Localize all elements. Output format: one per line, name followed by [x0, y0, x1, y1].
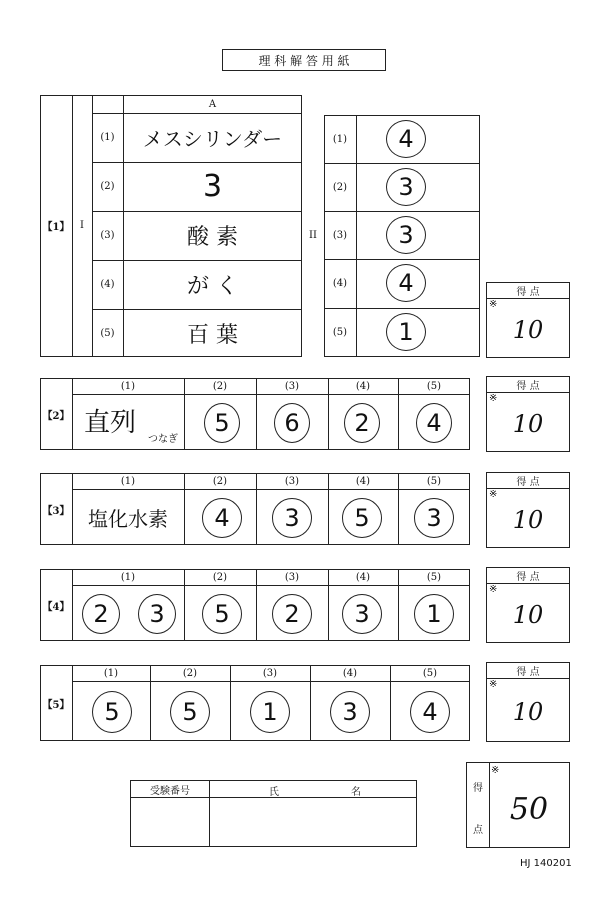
- score-mark: ※: [489, 679, 498, 690]
- q1-part2-num: (1): [332, 133, 348, 145]
- q2-answer-2: 5: [204, 403, 240, 443]
- question-2: [40, 378, 470, 450]
- score-box-1: [486, 282, 570, 358]
- q1-part2-num: (4): [332, 278, 348, 289]
- q5-header-2: (2): [182, 667, 198, 679]
- name-label-1: 氏: [269, 787, 279, 798]
- score-mark: ※: [489, 299, 498, 310]
- q1-row-num: (3): [100, 230, 115, 241]
- q4-answer-1b: 3: [138, 594, 176, 634]
- q4-header-1: (1): [120, 571, 136, 583]
- q1-part1-header: A: [208, 98, 217, 110]
- q1-part1-label: I: [80, 219, 84, 231]
- q5-answer-3: 1: [250, 691, 290, 733]
- q2-header-1: (1): [120, 380, 136, 392]
- q2-answer-3: 6: [274, 403, 310, 443]
- q4-header-5: (5): [426, 571, 442, 583]
- q2-answer-1: 直列: [84, 408, 137, 438]
- q1-row-num: (4): [100, 279, 115, 290]
- q3-header-1: (1): [120, 475, 136, 487]
- q2-header-2: (2): [212, 380, 228, 392]
- q1-part2-num: (2): [332, 181, 348, 193]
- q3-header-2: (2): [212, 475, 228, 487]
- q5-answer-2: 5: [170, 691, 210, 733]
- q4-header-4: (4): [355, 571, 371, 583]
- q1-row-num: (5): [100, 327, 115, 339]
- question-3: [40, 473, 470, 545]
- q2-header-5: (5): [426, 380, 442, 392]
- q1-part2-answer-3: 3: [386, 216, 426, 254]
- q1-answer-2: 3: [202, 169, 223, 204]
- score-value-4: 10: [512, 601, 544, 629]
- score-header: 得 点: [516, 477, 540, 488]
- q5-answer-1: 5: [92, 691, 132, 733]
- score-value-3: 10: [512, 506, 544, 534]
- q1-part2-answer-1: 4: [386, 120, 426, 158]
- score-box-4: [486, 567, 570, 643]
- q2-answer-1-note: つなぎ: [148, 434, 178, 445]
- question-4: [40, 569, 470, 641]
- score-mark: ※: [489, 584, 498, 595]
- q4-answer-4: 3: [342, 594, 382, 634]
- score-value-1: 10: [512, 316, 544, 344]
- q1-answer-4: が く: [187, 274, 238, 299]
- q5-answer-5: 4: [410, 691, 450, 733]
- q5-answer-4: 3: [330, 691, 370, 733]
- q1-label: 【1】: [42, 221, 70, 233]
- q2-answer-4: 2: [344, 403, 380, 443]
- q1-answer-5: 百 葉: [187, 322, 238, 348]
- score-header: 得 点: [516, 287, 540, 298]
- q1-row-num: (1): [100, 132, 115, 143]
- q4-answer-3: 2: [272, 594, 312, 634]
- q1-part2-answer-2: 3: [386, 168, 426, 206]
- q3-answer-2: 4: [202, 498, 242, 538]
- q1-part2-answer-5: 1: [386, 313, 426, 351]
- q4-answer-2: 5: [202, 594, 242, 634]
- q5-header-3: (3): [262, 667, 278, 679]
- question-5: [40, 665, 470, 741]
- name-label-2: 名: [351, 787, 361, 798]
- q3-answer-4: 5: [342, 498, 382, 538]
- total-score-box: [466, 762, 570, 848]
- q4-answer-1a: 2: [82, 594, 120, 634]
- q1-part2-num: (3): [332, 229, 348, 241]
- q2-header-3: (3): [284, 380, 300, 392]
- sheet-title: 理 科 解 答 用 紙: [222, 49, 386, 71]
- q1-part2-num: (5): [332, 327, 348, 338]
- question-1: [40, 95, 480, 357]
- score-box-5: [486, 662, 570, 742]
- q3-header-3: (3): [284, 475, 300, 487]
- score-mark: ※: [489, 489, 498, 500]
- score-box-3: [486, 472, 570, 548]
- exam-number-field[interactable]: [131, 798, 209, 846]
- score-header: 得 点: [516, 572, 540, 583]
- q5-header-1: (1): [103, 667, 119, 679]
- q3-header-4: (4): [355, 475, 371, 487]
- form-code: HJ 140201: [520, 858, 572, 869]
- q2-answer-5: 4: [416, 403, 452, 443]
- q4-label: 【4】: [42, 601, 70, 613]
- score-header: 得 点: [516, 381, 540, 392]
- q3-header-5: (5): [426, 475, 442, 487]
- total-mark: ※: [491, 765, 500, 776]
- q1-part2-label: II: [309, 229, 317, 241]
- exam-info-table: [130, 780, 417, 847]
- score-value-5: 10: [512, 698, 544, 726]
- score-value-2: 10: [512, 410, 544, 438]
- q4-answer-5: 1: [414, 594, 454, 634]
- total-label-top: 得: [473, 783, 483, 794]
- q5-header-4: (4): [342, 667, 358, 679]
- q2-label: 【2】: [42, 410, 70, 422]
- q4-header-3: (3): [284, 571, 300, 583]
- q3-label: 【3】: [42, 505, 70, 517]
- q5-header-5: (5): [422, 667, 438, 679]
- q1-answer-3: 酸 素: [187, 225, 238, 250]
- q3-answer-5: 3: [414, 498, 454, 538]
- q4-header-2: (2): [212, 571, 228, 583]
- q1-part2-answer-4: 4: [386, 264, 426, 302]
- q1-answer-1: メスシリンダー: [142, 127, 283, 151]
- q3-answer-3: 3: [272, 498, 312, 538]
- score-box-2: [486, 376, 570, 452]
- q1-row-num: (2): [100, 181, 115, 192]
- total-value: 50: [509, 791, 549, 827]
- name-field[interactable]: [210, 798, 416, 846]
- q2-header-4: (4): [355, 380, 371, 392]
- exam-number-label: 受験番号: [150, 785, 190, 797]
- q3-answer-1: 塩化水素: [88, 506, 168, 531]
- total-label-bottom: 点: [473, 825, 483, 836]
- score-mark: ※: [489, 393, 498, 404]
- score-header: 得 点: [516, 667, 540, 678]
- q5-label: 【5】: [42, 699, 70, 711]
